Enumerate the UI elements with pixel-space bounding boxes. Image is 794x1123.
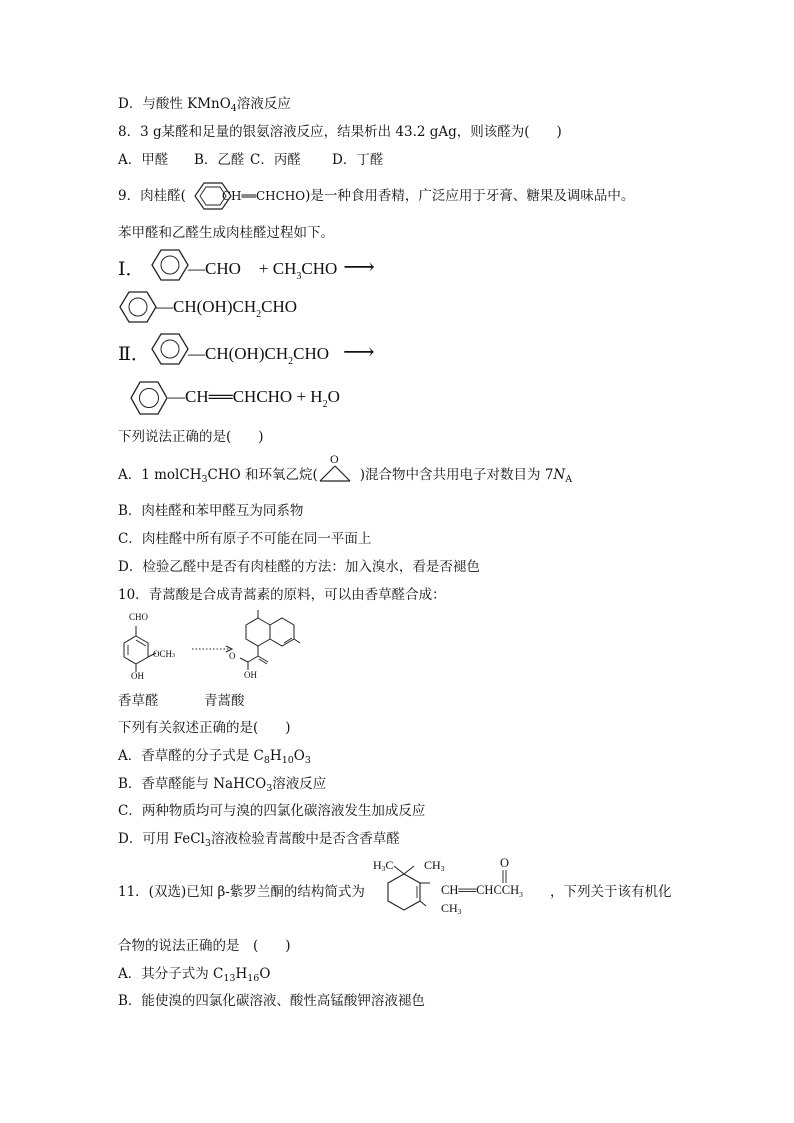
q9-intro: 苯甲醛和乙醛生成肉桂醛过程如下。 [118, 225, 334, 241]
q10-optd-suffix: 溶液检验青蒿酸中是否含香草醛 [210, 831, 400, 847]
q9-step2-product-text: —CH══CHCHO + H [168, 387, 323, 406]
q11-keto-double-bond-icon [500, 870, 510, 884]
q10-vanillin-oh: OH [131, 671, 144, 681]
q10-option-a [118, 747, 311, 770]
q11-ch3-bottom [441, 901, 461, 916]
q9-step1-product-text: —CH(OH)CH [156, 297, 257, 316]
q9-option-c: C．肉桂醛中所有原子不可能在同一平面上 [118, 531, 372, 547]
q11-h3c-h: H [373, 858, 382, 872]
q10-opta-s3: 3 [304, 755, 311, 766]
q9-option-b: B．肉桂醛和苯甲醛互为同系物 [118, 503, 304, 519]
q10-acid-o: O [229, 651, 236, 661]
q9-step2-product-benzene-icon [130, 380, 170, 416]
q9-step2-reactant-tail: CHO [293, 344, 330, 363]
q9-step2-reactant-sub: 2 [288, 356, 294, 367]
q9-step2-product-sub: 2 [322, 399, 328, 410]
q9-stem-prefix: 9．肉桂醛( [118, 188, 186, 204]
q8-stem: 8．3 g某醛和足量的银氨溶液反应，结果析出 43.2 gAg，则该醛为( ) [118, 124, 562, 140]
q10-option-d [118, 830, 400, 853]
q10-optd-sub: 3 [204, 838, 211, 849]
q10-question: 下列有关叙述正确的是( ) [118, 720, 291, 736]
q11-ch3b-sub: 3 [457, 907, 462, 916]
q11-stem [118, 883, 365, 901]
q9-step1-product-tail: CHO [261, 297, 298, 316]
q10-och3-text: OCH [153, 649, 173, 659]
q9-opta-mid: CHO 和环氧乙烷( [207, 467, 318, 483]
q9-step2-label: Ⅱ． [118, 344, 150, 365]
q10-acid-oh: OH [244, 670, 257, 680]
q9-step1-sub: 3 [296, 271, 302, 282]
q9-step1-cho: —CHO [188, 259, 241, 278]
q9-opta-suffix: )混合物中含共用电子对数目为 7 [359, 467, 554, 483]
q9-step2-product-tail: O [327, 387, 340, 406]
q9-opta-nsub: A [565, 474, 573, 485]
q10-artemisinic-acid-structure-icon [228, 608, 300, 682]
q9-epoxide-o: O [330, 452, 339, 466]
q10-name-vanillin: 香草醛 [118, 693, 159, 709]
q9-step2-arrow-icon: ⟶ [343, 339, 375, 364]
q11-h3c [373, 858, 393, 873]
q9-step2-benzene-icon [152, 332, 190, 366]
q11-ch3b-text: CH [441, 901, 458, 915]
q8-option-b: B．乙醛 [194, 152, 245, 168]
q11-stem-line2: 合物的说法正确的是 ( ) [118, 938, 291, 954]
q8-option-d: D．丁醛 [332, 152, 384, 168]
q11-keto-o: O [500, 856, 510, 870]
q10-name-artemisinic-acid: 青蒿酸 [204, 693, 245, 709]
q11-opta-prefix: A．其分子式为 C [118, 966, 224, 982]
q11-stem-suffix: ，下列关于该有机化 [550, 884, 672, 900]
q9-cinnamaldehyde-label: CH══CHCHO [221, 189, 306, 203]
q10-option-c: C．两种物质均可与溴的四氯化碳溶液发生加成反应 [118, 803, 426, 819]
q10-stem: 10．青蒿酸是合成青蒿素的原料，可以由香草醛合成： [118, 587, 446, 603]
q9-step1-arrow-icon: ⟶ [343, 254, 375, 279]
q9-step1-product [156, 297, 297, 320]
q7-optd-text: D．与酸性 KMnO [118, 96, 231, 112]
q11-ch3a-sub: 3 [440, 864, 445, 873]
q11-h3c-c: C [385, 858, 394, 872]
q10-optb-sub: 3 [266, 783, 273, 794]
q7-option-d [118, 95, 291, 118]
q11-chain-text: CH══CHCCH [441, 883, 520, 897]
q9-option-d: D．检验乙醛中是否有肉桂醛的方法：加入溴水，看是否褪色 [118, 559, 480, 575]
q10-optb-suffix: 溶液反应 [272, 776, 327, 792]
q9-step2-reactant-text: —CH(OH)CH [188, 344, 289, 363]
q9-step1-product-sub: 2 [256, 309, 262, 320]
q11-stem-prefix: 11．(双选)已知 β-紫罗兰酮的结构简式为 [118, 884, 365, 900]
q11-ch3a-text: CH [424, 858, 441, 872]
q7-optd-suffix: 溶液反应 [236, 96, 291, 112]
q10-opta-s2: 10 [281, 755, 294, 766]
q8-options [118, 151, 383, 169]
q10-vanillin-och3 [153, 649, 175, 659]
q9-step2-reactant [188, 339, 375, 367]
q8-option-c: C．丙醛 [250, 152, 301, 168]
q9-step1-benzene-icon [152, 248, 190, 282]
q10-option-b [118, 775, 326, 798]
q11-opta-h: H [235, 966, 248, 982]
q10-och3-sub: 3 [172, 653, 176, 659]
q11-opta-o: O [259, 966, 271, 982]
q9-step1-label: Ⅰ． [118, 259, 145, 280]
q10-vanillin-cho: CHO [129, 612, 149, 622]
q9-step2-product [168, 387, 340, 410]
q10-opta-h: H [269, 748, 282, 764]
q11-opta-s2: 16 [247, 973, 260, 984]
q10-opta-prefix: A．香草醛的分子式是 C [118, 748, 264, 764]
q11-opta-s1: 13 [223, 973, 236, 984]
q9-step1-product-benzene-icon [120, 290, 158, 324]
q9-opta-n: N [553, 467, 566, 483]
q10-optd-prefix: D．可用 FeCl [118, 831, 205, 847]
q10-optb-prefix: B．香草醛能与 NaHCO [118, 776, 267, 792]
q9-question: 下列说法正确的是( ) [118, 429, 264, 445]
q9-step1-ch3cho: CHO [301, 259, 338, 278]
q9-opta-sub: 3 [201, 474, 208, 485]
q11-h3c-sub: 3 [381, 864, 386, 873]
q10-opta-o: O [293, 748, 305, 764]
q9-step1-plus: + CH [258, 259, 297, 278]
q10-compound-names [118, 692, 245, 710]
q10-opta-s1: 8 [263, 755, 270, 766]
q7-optd-sub: 4 [230, 103, 237, 114]
q11-option-b: B．能使溴的四氯化碳溶液、酸性高锰酸钾溶液褪色 [118, 993, 425, 1009]
q9-stem-suffix: )是一种食用香精，广泛应用于牙膏、糖果及调味品中。 [305, 188, 635, 204]
q8-option-a: A．甲醛 [118, 152, 169, 168]
q11-option-a [118, 965, 270, 988]
q9-opta-prefix: A．1 molCH [118, 467, 202, 483]
q9-benzene-ring-icon [194, 180, 234, 212]
q11-ch3-top [424, 858, 444, 873]
q11-chain-sub: 3 [519, 890, 523, 899]
q9-step1-left [188, 254, 375, 282]
q11-side-chain [441, 883, 523, 899]
